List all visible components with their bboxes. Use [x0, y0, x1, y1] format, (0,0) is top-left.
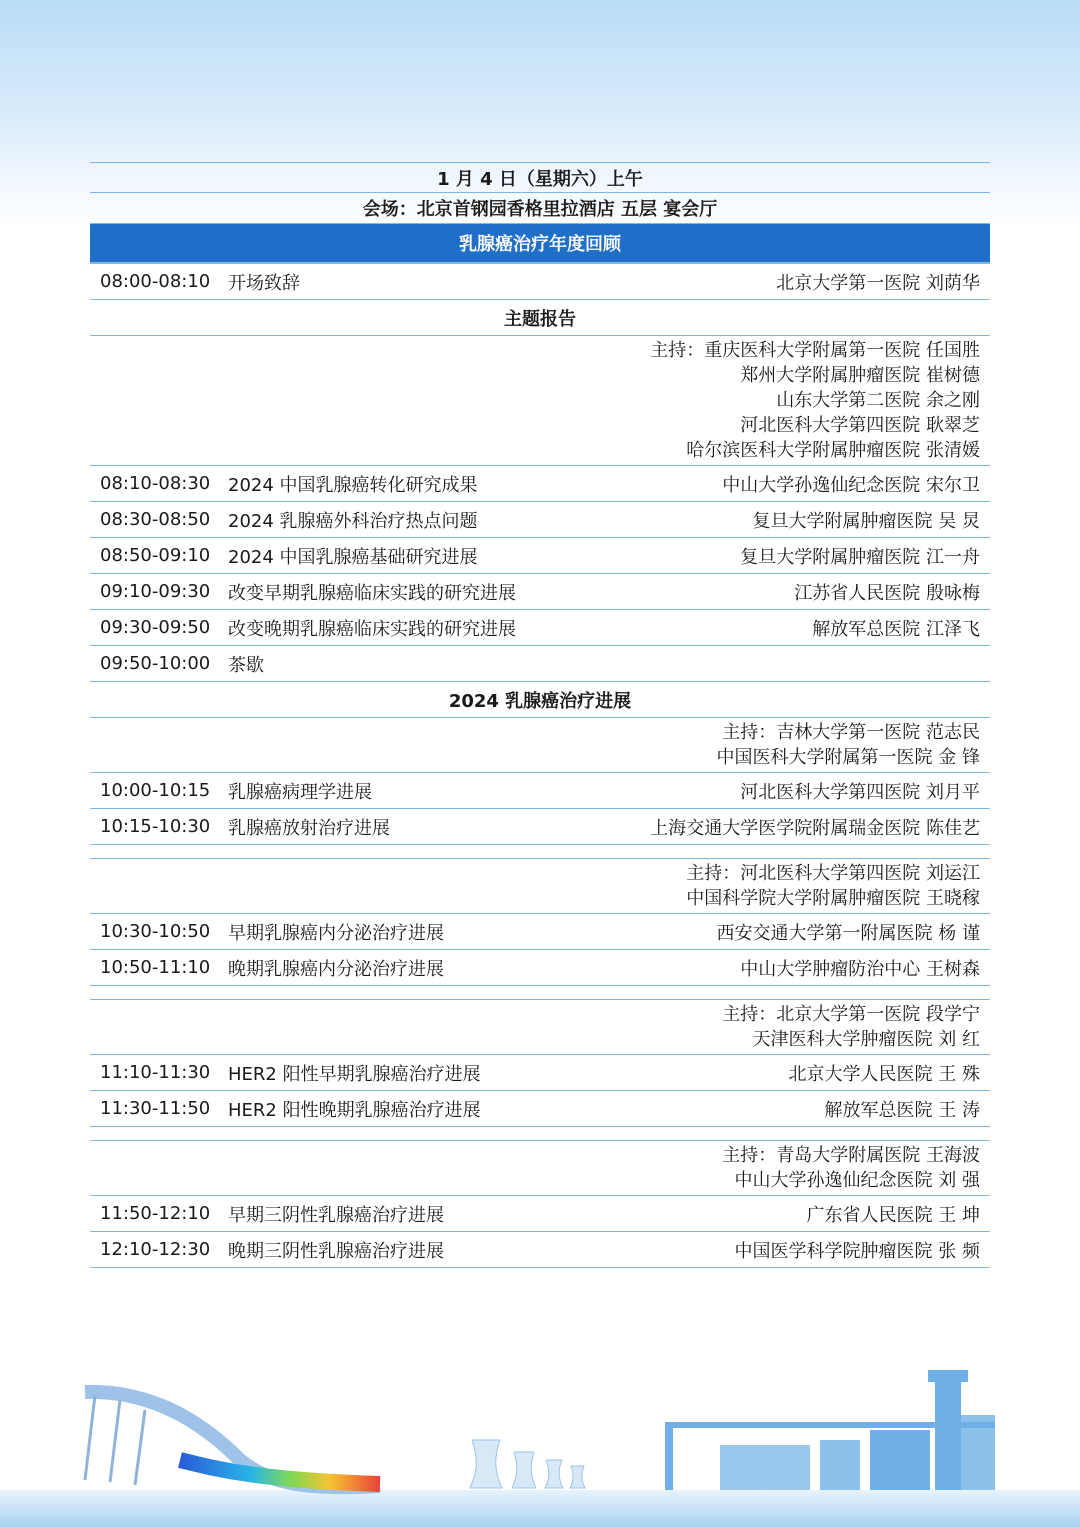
time-cell: 11:30-11:50 — [100, 1098, 211, 1119]
date-label: 1 月 4 日（星期六）上午 — [437, 168, 643, 190]
speaker-cell: 解放军总医院 王 涛 — [824, 1099, 980, 1121]
host-line: 主持：重庆医科大学附属第一医院 任国胜 — [650, 340, 980, 361]
host-line: 中国医科大学附属第一医院 金 锋 — [716, 747, 980, 768]
date-row — [90, 162, 990, 193]
topic-cell: 乳腺癌放射治疗进展 — [228, 817, 390, 839]
topic-cell: HER2 阳性早期乳腺癌治疗进展 — [228, 1063, 481, 1085]
section-title: 主题报告 — [504, 308, 576, 330]
speaker-cell: 中山大学肿瘤防治中心 王树森 — [740, 958, 980, 980]
host-block — [90, 1000, 990, 1055]
table-row — [90, 914, 990, 950]
host-line: 中山大学孙逸仙纪念医院 刘 强 — [734, 1170, 980, 1191]
table-row — [90, 950, 990, 986]
topic-cell: HER2 阳性晚期乳腺癌治疗进展 — [228, 1099, 481, 1121]
section-title-row — [90, 300, 990, 336]
host-line: 主持：河北医科大学第四医院 刘运江 — [686, 863, 980, 884]
topic-cell: 改变早期乳腺癌临床实践的研究进展 — [228, 582, 516, 604]
cooling-towers-icon — [470, 1440, 585, 1488]
time-cell: 09:10-09:30 — [100, 581, 211, 602]
bottom-landmark-illustration — [0, 1300, 1080, 1527]
table-row — [90, 502, 990, 538]
table-row — [90, 610, 990, 646]
ski-jump-icon — [85, 1392, 380, 1487]
host-line: 河北医科大学第四医院 耿翠芝 — [740, 415, 980, 436]
speaker-cell: 河北医科大学第四医院 刘月平 — [740, 781, 980, 803]
time-cell: 10:50-11:10 — [100, 957, 211, 978]
table-row — [90, 1196, 990, 1232]
time-cell: 11:10-11:30 — [100, 1062, 211, 1083]
topic-cell: 早期三阴性乳腺癌治疗进展 — [228, 1204, 444, 1226]
time-cell: 11:50-12:10 — [100, 1203, 211, 1224]
table-row — [90, 809, 990, 845]
topic-cell: 改变晚期乳腺癌临床实践的研究进展 — [228, 618, 516, 640]
host-block — [90, 718, 990, 773]
topic-cell: 乳腺癌病理学进展 — [228, 781, 372, 803]
speaker-cell: 广东省人民医院 王 坤 — [806, 1204, 980, 1226]
venue-row — [90, 193, 990, 224]
host-line: 主持：吉林大学第一医院 范志民 — [722, 722, 980, 743]
topic-cell: 晚期三阴性乳腺癌治疗进展 — [228, 1240, 444, 1262]
table-row — [90, 773, 990, 809]
topic-cell: 开场致辞 — [228, 272, 300, 294]
speaker-cell: 江苏省人民医院 殷咏梅 — [794, 582, 980, 604]
time-cell: 10:30-10:50 — [100, 921, 211, 942]
table-row — [90, 574, 990, 610]
host-line: 山东大学第二医院 余之刚 — [776, 390, 980, 411]
group-spacer — [90, 845, 990, 859]
opening-row — [90, 264, 990, 300]
topic-cell: 2024 中国乳腺癌转化研究成果 — [228, 474, 478, 496]
section-title-row — [90, 682, 990, 718]
time-cell: 09:30-09:50 — [100, 617, 211, 638]
time-cell: 08:30-08:50 — [100, 509, 211, 530]
topic-cell: 2024 中国乳腺癌基础研究进展 — [228, 546, 478, 568]
host-line: 主持：青岛大学附属医院 王海波 — [722, 1145, 980, 1166]
session-banner — [90, 224, 990, 264]
speaker-cell: 复旦大学附属肿瘤医院 吴 炅 — [752, 510, 980, 532]
time-cell: 10:00-10:15 — [100, 780, 211, 801]
venue-label: 会场：北京首钢园香格里拉酒店 五层 宴会厅 — [362, 199, 718, 220]
table-row — [90, 1232, 990, 1268]
host-line: 主持：北京大学第一医院 段学宁 — [722, 1004, 980, 1025]
topic-cell: 晚期乳腺癌内分泌治疗进展 — [228, 958, 444, 980]
host-line: 天津医科大学肿瘤医院 刘 红 — [752, 1029, 980, 1050]
steel-plant-icon — [665, 1370, 995, 1490]
topic-cell: 茶歇 — [228, 654, 264, 676]
session-title: 乳腺癌治疗年度回顾 — [459, 234, 621, 255]
speaker-cell: 北京大学人民医院 王 殊 — [788, 1063, 980, 1085]
time-cell: 08:50-09:10 — [100, 545, 211, 566]
speaker-cell: 中山大学孙逸仙纪念医院 宋尔卫 — [722, 474, 980, 496]
table-row — [90, 466, 990, 502]
ground-band — [0, 1490, 1080, 1527]
speaker-cell: 西安交通大学第一附属医院 杨 谨 — [716, 922, 980, 944]
table-row — [90, 1055, 990, 1091]
table-row — [90, 1091, 990, 1127]
group-spacer — [90, 1127, 990, 1141]
host-block — [90, 1141, 990, 1196]
time-cell: 12:10-12:30 — [100, 1239, 211, 1260]
time-cell: 08:00-08:10 — [100, 271, 211, 292]
topic-cell: 2024 乳腺癌外科治疗热点问题 — [228, 510, 478, 532]
speaker-cell: 复旦大学附属肿瘤医院 江一舟 — [740, 546, 980, 568]
table-row — [90, 538, 990, 574]
time-cell: 10:15-10:30 — [100, 816, 211, 837]
topic-cell: 早期乳腺癌内分泌治疗进展 — [228, 922, 444, 944]
host-block — [90, 336, 990, 466]
time-cell: 09:50-10:00 — [100, 653, 211, 674]
host-block — [90, 859, 990, 914]
host-line: 哈尔滨医科大学附属肿瘤医院 张清媛 — [686, 440, 980, 461]
speaker-cell: 北京大学第一医院 刘荫华 — [776, 272, 980, 294]
host-line: 郑州大学附属肿瘤医院 崔树德 — [740, 365, 980, 386]
speaker-cell: 解放军总医院 江泽飞 — [812, 618, 980, 640]
group-spacer — [90, 986, 990, 1000]
time-cell: 08:10-08:30 — [100, 473, 211, 494]
speaker-cell: 中国医学科学院肿瘤医院 张 频 — [734, 1240, 980, 1262]
schedule-table — [90, 162, 990, 1268]
table-row — [90, 646, 990, 682]
host-line: 中国科学院大学附属肿瘤医院 王晓稼 — [686, 888, 980, 909]
section-title: 2024 乳腺癌治疗进展 — [448, 690, 632, 712]
speaker-cell: 上海交通大学医学院附属瑞金医院 陈佳艺 — [650, 817, 980, 839]
